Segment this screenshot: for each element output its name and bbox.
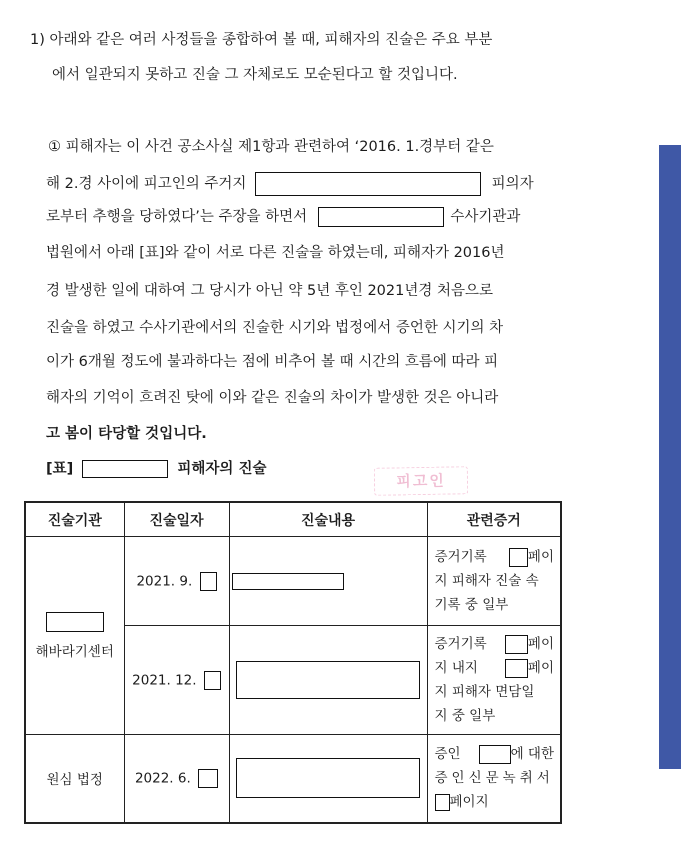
redacted-box [509,548,528,567]
evidence-text: 지 피해자 진술 속 [434,573,539,589]
page-edge-tab [659,145,681,769]
para2-line3 [46,207,568,227]
header-evidence: 관련증거 [427,502,561,537]
evidence-text: 증인 [434,746,461,763]
evidence-text: 증인신문녹취서 [434,770,554,787]
table-caption-prefix: [표] [46,461,74,477]
para1-line1: 1) 아래와 같은 여러 사정들을 종합하여 볼 때, 피해자의 진술은 주요 부분 [30,32,493,48]
para2-line3-start: 로부터 추행을 당하였다’는 주장을 하면서 [46,209,308,225]
content-cell [229,626,427,735]
para2-line7: 이가 6개월 정도에 불과하다는 점에 비추어 볼 때 시간의 흐름에 따라 피 [46,354,499,370]
table-header-row [25,502,561,537]
para2-line5: 경 발생한 일에 대하여 그 당시가 아닌 약 5년 후인 2021년경 처음으로 [46,283,493,299]
evidence-text: 페이 [527,660,554,676]
evidence-cell [427,626,561,735]
header-date: 진술일자 [124,502,229,537]
para2-line8: 해자의 기억이 흐려진 탓에 이와 같은 진술의 차이가 발생한 것은 아니라 [46,390,499,406]
evidence-text: 페이 [527,636,554,652]
redacted-box [46,612,104,632]
para2-line6: 진술을 하였고 수사기관에서의 진술한 시기와 법정에서 증언한 시기의 차 [46,320,504,336]
evidence-text: 에 대한 [510,746,554,763]
date-cell [124,537,229,626]
redacted-box [232,573,344,590]
date-text: 2022. 6. [134,770,191,787]
org-cell: 원심 법정 [25,735,124,823]
table-row [25,537,561,626]
evidence-text: 지 내지 [434,660,478,676]
table-caption-suffix: 피해자의 진술 [177,461,267,477]
redacted-box [479,745,511,764]
header-org: 진술기관 [25,502,124,537]
redacted-box [236,661,420,699]
org-cell [25,537,124,735]
redacted-box [236,758,420,798]
date-cell [124,626,229,735]
content-cell [229,537,427,626]
redacted-box [435,794,450,811]
evidence-text: 지 중 일부 [434,708,496,724]
redacted-box [200,572,217,591]
redacted-box [198,769,218,788]
para2-line3-end: 수사기관과 [450,209,521,225]
content-cell [229,735,427,823]
evidence-text: 지 피해자 면담일 [434,684,535,700]
evidence-cell [427,537,561,626]
redacted-box [505,635,528,654]
table-caption [46,459,266,479]
evidence-text: 페이지 [449,794,489,811]
evidence-text: 증거기록 [434,549,487,565]
statement-table [24,501,562,824]
date-cell [124,735,229,823]
table-row [25,735,561,823]
evidence-cell [427,735,561,823]
stamp: 피고인 [374,466,468,496]
para2-line2-start: 해 2.경 사이에 피고인의 주거지 [46,176,247,192]
redacted-box [318,207,444,227]
redacted-box [505,659,528,678]
para2-line2-end: 피의자 [491,176,534,192]
redacted-box [204,671,221,690]
para2-line9: 고 봄이 타당할 것입니다. [46,426,207,442]
redacted-box [255,172,481,196]
header-content: 진술내용 [229,502,427,537]
date-text: 2021. 9. [136,573,193,589]
para2-line2 [46,172,566,196]
redacted-box [82,460,168,478]
evidence-text: 증거기록 [434,636,487,652]
org-name: 해바라기센터 [35,643,114,660]
para2-line1: ① 피해자는 이 사건 공소사실 제1항과 관련하여 ‘2016. 1.경부터 같은 [48,139,494,155]
evidence-text: 기록 중 일부 [434,597,509,613]
date-text: 2021. 12. [132,672,197,688]
para2-line4: 법원에서 아래 [표]와 같이 서로 다른 진술을 하였는데, 피해자가 2016년 [46,245,505,261]
evidence-text: 페이 [527,549,554,565]
para1-line2: 에서 일관되지 못하고 진술 그 자체로도 모순된다고 할 것입니다. [52,67,458,83]
